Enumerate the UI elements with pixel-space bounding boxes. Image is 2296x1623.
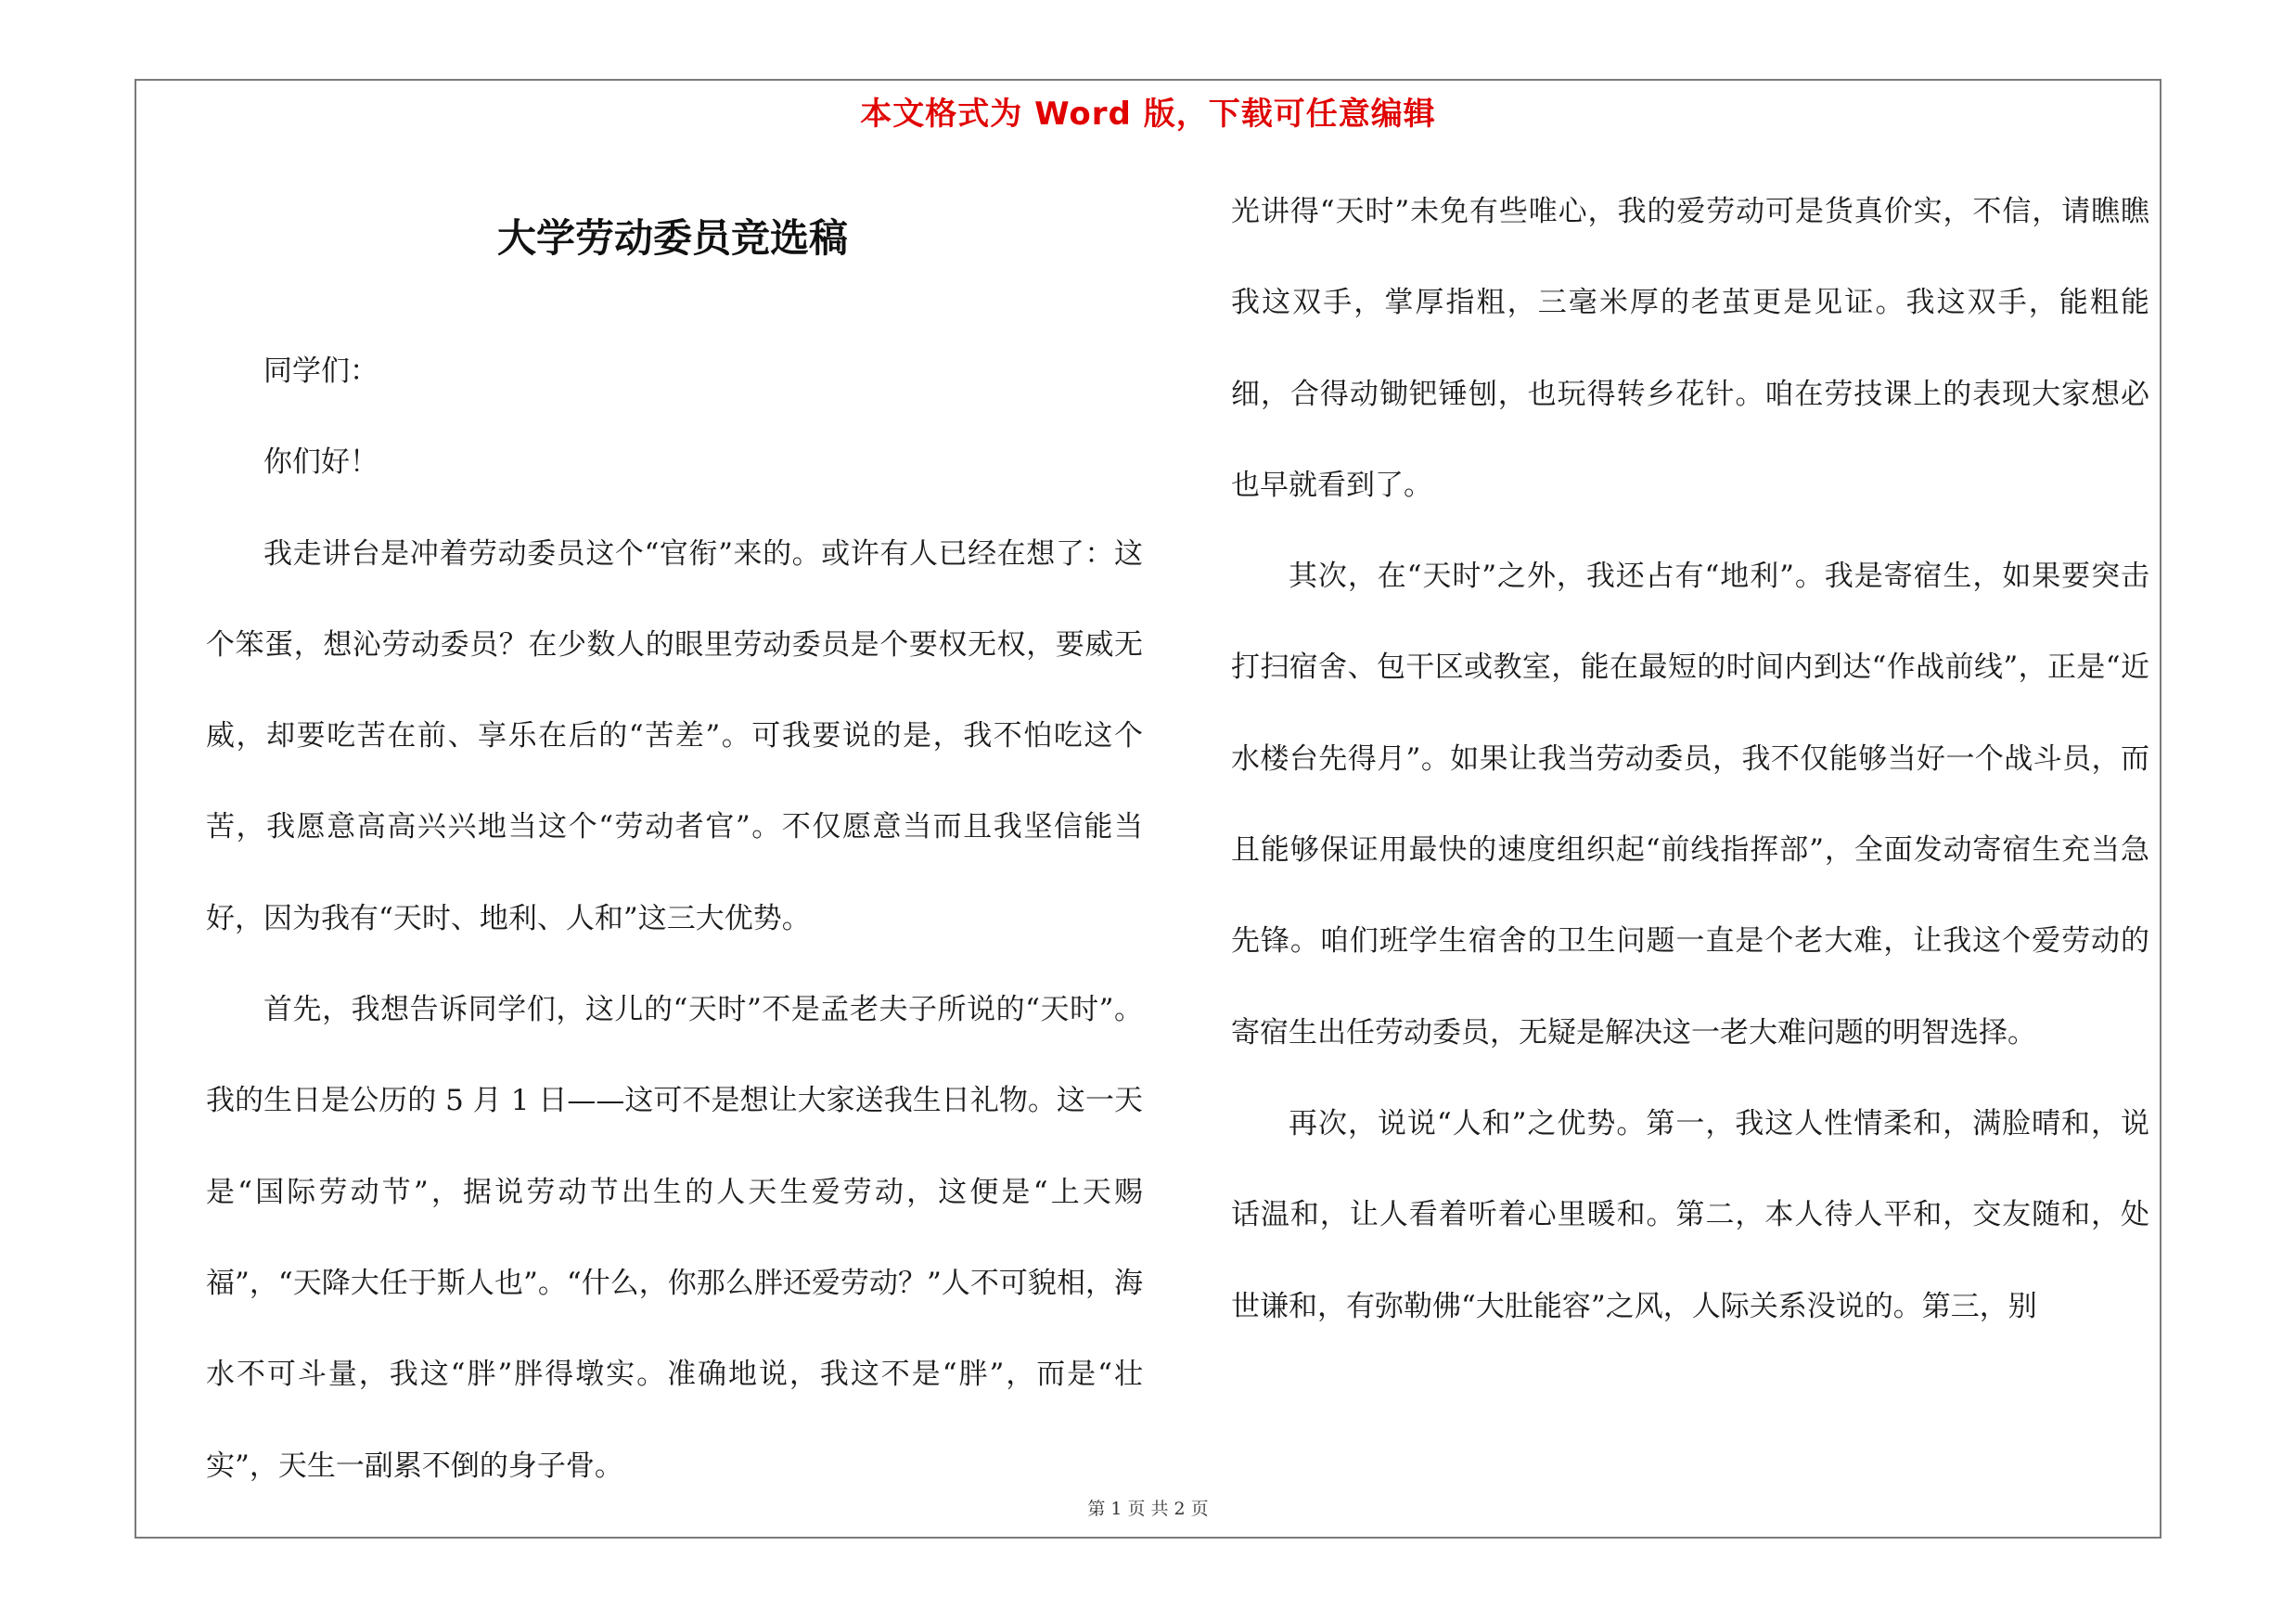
paragraph: 光讲得“天时”未免有些唯心，我的爱劳动可是货真价实，不信，请瞧瞧我这双手，掌厚指粗，三毫米厚的老茧更是见证。我这双手，能粗能细，合得动锄钯锤刨，也玩得转乡花针。咱在劳技课上的表现大家想必也早就看到了。 — [1231, 195, 2149, 502]
paragraph: 再次，说说“人和”之优势。第一，我这人性情柔和，满脸晴和，说话温和，让人看着听着心里暖和。第二，本人待人平和，交友随和，处世谦和，有弥勒佛“大肚能容”之风，人际关系没说的。第三，别 — [1231, 1106, 2149, 1323]
left-column — [206, 326, 1143, 1512]
greeting: 同学们： — [263, 354, 378, 388]
page-number: 第 1 页 共 2 页 — [1087, 1499, 1209, 1519]
paragraph: 首先，我想告诉同学们，这儿的“天时”不是孟老夫子所说的“天时”。我的生日是公历的 5 月 1 日——这可不是想让大家送我生日礼物。这一天是“国际劳动节”，据说劳动节出生的人天生爱劳动，这便是“上天赐福”，“天降大任于斯人也”。“什么，你那么胖还爱劳动？”人不可貌相，海水不可斗量，我这“胖”胖得墩实。准确地说，我这不是“胖”，而是“壮实”，天生一副累不倒的身子骨。 — [206, 993, 1143, 1483]
salutation: 你们好！ — [263, 445, 378, 480]
paragraph: 其次，在“天时”之外，我还占有“地利”。我是寄宿生，如果要突击打扫宿舍、包干区或教室，能在最短的时间内到达“作战前线”，正是“近水楼台先得月”。如果让我当劳动委员，我不仅能够当好一个战斗员，而且能够保证用最快的速度组织起“前线指挥部”，全面发动寄宿生充当急先锋。咱们班学生宿舍的卫生问题一直是个老大难，让我这个爱劳动的寄宿生出任劳动委员，无疑是解决这一老大难问题的明智选择。 — [1231, 560, 2149, 1050]
format-banner: 本文格式为 Word 版，下载可任意编辑 — [860, 96, 1436, 133]
right-column — [1231, 166, 2149, 1352]
paragraph: 我走讲台是冲着劳动委员这个“官衔”来的。或许有人已经在想了：这个笨蛋，想沁劳动委员？在少数人的眼里劳动委员是个要权无权，要威无威，却要吃苦在前、享乐在后的“苦差”。可我要说的是，我不怕吃这个苦，我愿意高高兴兴地当这个“劳动者官”。不仅愿意当而且我坚信能当好，因为我有“天时、地利、人和”这三大优势。 — [206, 536, 1143, 935]
document-title: 大学劳动委员竞选稿 — [496, 215, 848, 261]
